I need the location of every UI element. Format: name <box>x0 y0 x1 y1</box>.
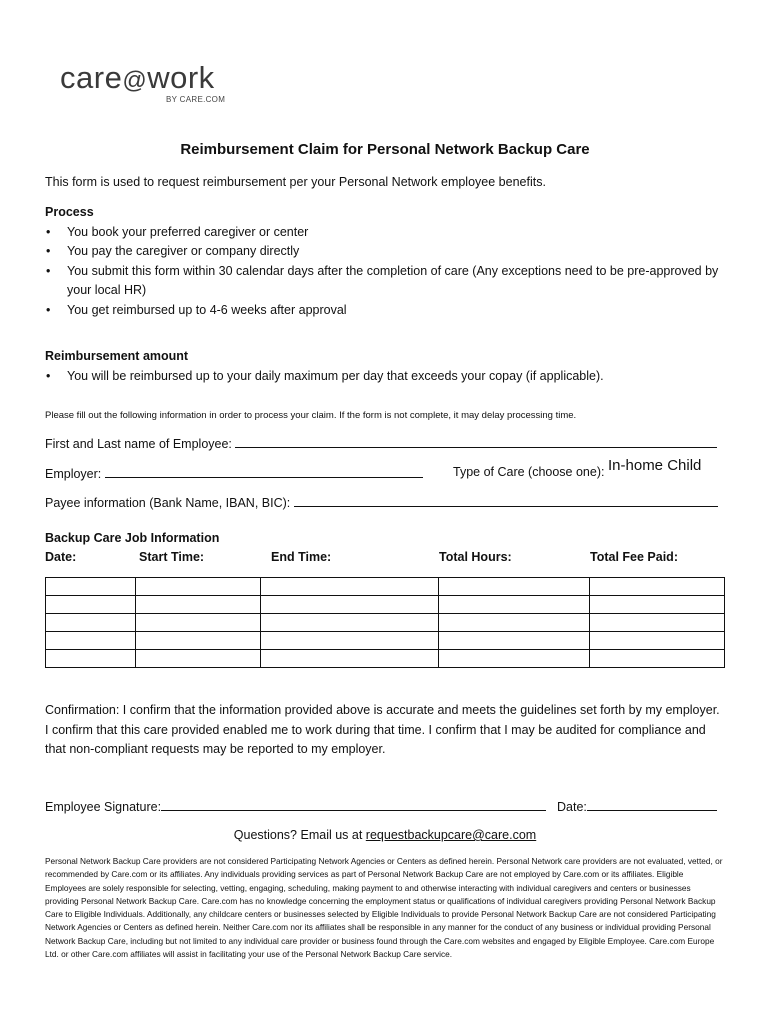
table-cell[interactable] <box>261 650 439 668</box>
signature-field[interactable] <box>161 798 546 811</box>
table-row <box>46 614 725 632</box>
employer-row <box>45 465 423 481</box>
payee-field[interactable] <box>294 494 718 507</box>
care-type-label: Type of Care (choose one): <box>453 465 605 479</box>
process-item: • You pay the caregiver or company directly <box>45 242 735 262</box>
employer-label: Employer: <box>45 467 102 481</box>
table-cell[interactable] <box>590 614 725 632</box>
table-cell[interactable] <box>439 614 590 632</box>
table-cell[interactable] <box>261 596 439 614</box>
table-cell[interactable] <box>136 650 261 668</box>
logo-word-work: work <box>147 60 215 95</box>
reimbursement-list <box>45 367 735 387</box>
col-header-date: Date: <box>45 550 77 564</box>
care-type-value[interactable]: In-home Child <box>608 457 702 474</box>
table-cell[interactable] <box>46 578 136 596</box>
confirmation-text: Confirmation: I confirm that the information provided above is accurate and meets the guidelines set forth by my employer. I confirm that this care provided enabled me to work during that time. I confirm that I may be audited for compliance and that non-compliant requests may be reported to my employer. <box>45 703 720 756</box>
table-cell[interactable] <box>46 596 136 614</box>
table-cell[interactable] <box>46 650 136 668</box>
signature-row <box>45 798 546 814</box>
table-cell[interactable] <box>590 596 725 614</box>
logo-subtitle: BY CARE.COM <box>166 95 226 104</box>
process-list <box>45 223 735 321</box>
table-row <box>46 596 725 614</box>
table-cell[interactable] <box>136 596 261 614</box>
table-row <box>46 578 725 596</box>
table-cell[interactable] <box>439 596 590 614</box>
table-cell[interactable] <box>439 578 590 596</box>
col-header-start-time: Start Time: <box>139 550 205 564</box>
table-cell[interactable] <box>261 578 439 596</box>
instructions-text: Please fill out the following information in order to process your claim. If the form is not complete, it may delay processing time. <box>45 410 577 421</box>
job-info-table <box>45 577 725 668</box>
payee-row <box>45 494 718 510</box>
questions-text: Questions? Email us at <box>233 828 366 842</box>
table-cell[interactable] <box>590 632 725 650</box>
signature-label: Employee Signature: <box>45 800 162 814</box>
care-at-work-logo <box>60 60 226 104</box>
col-header-total-fee: Total Fee Paid: <box>590 550 678 564</box>
disclaimer-text: Personal Network Backup Care providers are not considered Participating Network Agencies or Centers as defined herein. Personal Network care providers are not evaluated, vetted, or recommended by Care.com or its affiliates. Any individuals providing services as part of Personal Network Backup Care are not employed by Care.com or its affiliates. Eligible Employees are solely responsible for selecting, vetting, engaging, scheduling, making payment to and otherwise interacting with individual caregivers and centers or businesses providing Personal Network Backup Care. Care.com has no knowledge concerning the employment status or qualifications of individual caregivers providing Personal Network Backup Care to Eligible Individuals. Additionally, any childcare centers or businesses selected by Eligible Individuals to provide Personal Network Backup Care are not considered Participating Network Agencies or Centers as defined herein. Neither Care.com nor its affiliates shall be responsible in any manner for the conduct of any business or individual providing Personal Network Backup Care, including but not limited to any individual care provider or business found through the Care.com websites and engaged by Eligible Employee. Care.com Europe Ltd. or other Care.com affiliates will assist in facilitating your use of the Personal Network Backup Care service. <box>45 856 723 960</box>
job-info-heading: Backup Care Job Information <box>45 531 220 545</box>
table-cell[interactable] <box>439 650 590 668</box>
logo-word-care: care <box>60 60 123 95</box>
process-item: • You submit this form within 30 calendar days after the completion of care (Any exceptions need to be pre-approved by your local HR) <box>45 262 735 301</box>
col-header-total-hours: Total Hours: <box>439 550 512 564</box>
logo-at-sign: @ <box>122 67 148 94</box>
date-field[interactable] <box>587 798 717 811</box>
page-title: Reimbursement Claim for Personal Network Backup Care <box>180 141 590 158</box>
date-label: Date: <box>557 800 587 814</box>
table-cell[interactable] <box>136 578 261 596</box>
process-section <box>45 203 735 320</box>
employee-name-label: First and Last name of Employee: <box>45 437 232 451</box>
table-cell[interactable] <box>46 632 136 650</box>
employee-name-field[interactable] <box>235 435 717 448</box>
payee-label: Payee information (Bank Name, IBAN, BIC): <box>45 496 291 510</box>
questions-line <box>0 826 770 846</box>
table-cell[interactable] <box>590 578 725 596</box>
table-row <box>46 632 725 650</box>
table-cell[interactable] <box>590 650 725 668</box>
employer-field[interactable] <box>105 465 423 478</box>
care-type-row <box>453 465 604 479</box>
support-email-link[interactable]: requestbackupcare@care.com <box>365 828 537 842</box>
table-cell[interactable] <box>261 614 439 632</box>
table-row <box>46 650 725 668</box>
date-row <box>557 798 717 814</box>
reimbursement-item: • You will be reimbursed up to your daily maximum per day that exceeds your copay (if applicable). <box>45 367 735 387</box>
reimbursement-heading: Reimbursement amount <box>45 349 189 363</box>
reimbursement-section <box>45 347 735 386</box>
intro-text: This form is used to request reimbursement per your Personal Network employee benefits. <box>45 175 546 189</box>
table-cell[interactable] <box>136 632 261 650</box>
process-item: • You book your preferred caregiver or center <box>45 223 735 243</box>
table-cell[interactable] <box>261 632 439 650</box>
table-cell[interactable] <box>439 632 590 650</box>
table-cell[interactable] <box>136 614 261 632</box>
process-heading: Process <box>45 205 94 219</box>
col-header-end-time: End Time: <box>271 550 332 564</box>
employee-name-row <box>45 435 717 451</box>
process-item: • You get reimbursed up to 4-6 weeks after approval <box>45 301 735 321</box>
table-cell[interactable] <box>46 614 136 632</box>
